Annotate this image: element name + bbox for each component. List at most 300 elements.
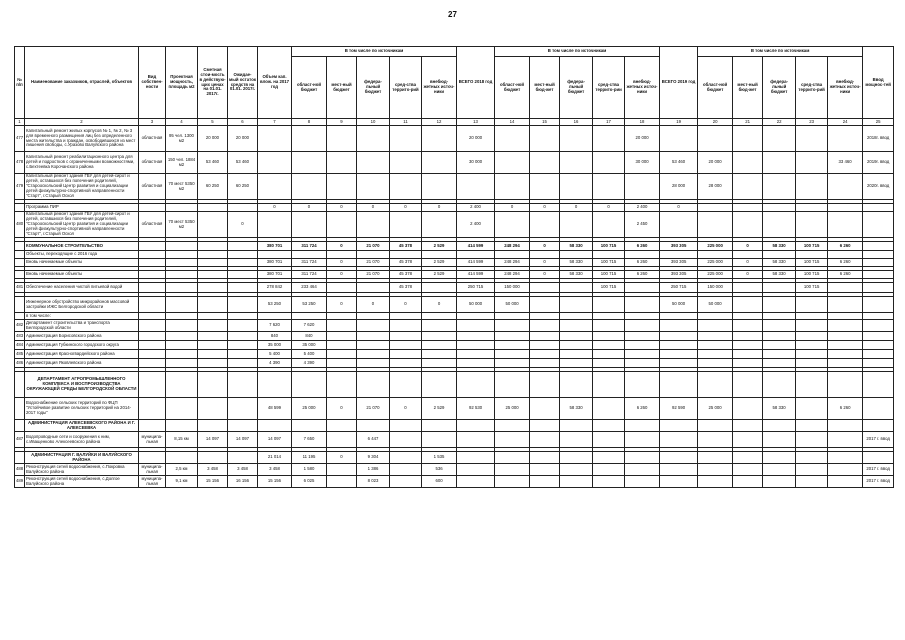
column-number: 2 [25,119,139,126]
commission-cell [863,320,894,332]
amount-cell [327,313,357,320]
table-row [15,320,894,332]
amount-cell [198,420,228,432]
amount-cell [560,432,593,448]
commission-cell: 2017 г. ввод [863,464,894,476]
amount-cell [763,432,796,448]
amount-cell [457,476,495,488]
amount-cell [828,283,863,293]
amount-cell [560,476,593,488]
amount-cell [457,251,495,259]
amount-cell [796,464,828,476]
amount-cell [560,464,593,476]
amount-cell [228,420,258,432]
object-name: Администрация Красногвардейского района [25,350,139,359]
amount-cell: 0 [530,204,560,212]
object-name: Вновь начинаемые объекты [25,259,139,267]
amount-cell [357,332,390,341]
table-row [15,251,894,259]
column-number: 24 [828,119,863,126]
amount-cell: 14 097 [198,432,228,448]
amount-cell: 0 [327,297,357,313]
amount-cell: 250 715 [457,283,495,293]
amount-cell [292,251,327,259]
amount-cell: 5 400 [292,350,327,359]
amount-cell [390,432,422,448]
row-number [15,271,25,279]
amount-cell [593,359,625,368]
header-remaining: Ожидае-мый остаток средств на 01.01. 2017г. [228,47,258,119]
amount-cell: 0 [327,398,357,420]
amount-cell [660,251,698,259]
header-federal-2017: федера-льный бюджет [357,57,390,119]
object-name: Инженерное обустройство микрорайонов массовой застройки ИЖС Белгородской области [25,297,139,313]
amount-cell [660,432,698,448]
amount-cell [625,420,660,432]
amount-cell [228,313,258,320]
amount-cell [390,476,422,488]
table-body [15,126,894,488]
amount-cell: 45 378 [390,271,422,279]
amount-cell: 53 460 [228,152,258,174]
header-sources-2018: В том числе по источникам [495,47,660,57]
table-row [15,204,894,212]
ownership-cell [139,332,166,341]
commission-cell [863,452,894,464]
amount-cell: 7 620 [292,320,327,332]
amount-cell [530,372,560,398]
amount-cell [422,359,457,368]
amount-cell [327,432,357,448]
capacity-cell [166,251,198,259]
capacity-cell [166,452,198,464]
amount-cell [258,174,292,200]
amount-cell [390,212,422,238]
amount-cell [422,432,457,448]
table-row [15,452,894,464]
row-number [15,259,25,267]
commission-cell [863,271,894,279]
commission-cell [863,313,894,320]
amount-cell [560,372,593,398]
column-number: 9 [327,119,357,126]
ownership-cell: муниципа-льная [139,464,166,476]
object-name: Капитальный ремонт реабилитационного центра для детей и подростков с ограниченными возможностями, с.Бехтеевка Корочанского района [25,152,139,174]
object-name: Реконструкция сетей водоснабжения, с.Долгое Валуйского района [25,476,139,488]
row-number [15,372,25,398]
amount-cell: 0 [258,204,292,212]
header-regional-2018: област-ной бюджет [495,57,530,119]
amount-cell [660,359,698,368]
amount-cell: 0 [327,242,357,251]
amount-cell [593,174,625,200]
amount-cell: 60 250 [198,174,228,200]
ownership-cell [139,297,166,313]
commission-cell [863,372,894,398]
amount-cell: 45 378 [390,259,422,267]
amount-cell [625,452,660,464]
amount-cell [198,332,228,341]
amount-cell [625,432,660,448]
amount-cell: 2 529 [422,242,457,251]
amount-cell [660,420,698,432]
amount-cell [390,320,422,332]
amount-cell [796,313,828,320]
amount-cell [763,332,796,341]
commission-cell [863,283,894,293]
amount-cell [390,152,422,174]
amount-cell: 6 260 [625,259,660,267]
amount-cell [763,341,796,350]
amount-cell [625,297,660,313]
amount-cell: 840 [292,332,327,341]
amount-cell: 4 390 [292,359,327,368]
amount-cell [292,313,327,320]
amount-cell [625,251,660,259]
amount-cell [593,452,625,464]
amount-cell [422,174,457,200]
amount-cell [796,476,828,488]
amount-cell [560,341,593,350]
amount-cell: 6 260 [828,242,863,251]
row-number: 483 [15,332,25,341]
amount-cell [828,251,863,259]
amount-cell [495,359,530,368]
amount-cell: 380 701 [258,259,292,267]
table-row [15,297,894,313]
object-name: Реконструкция сетей водоснабжения, с.Покровка Валуйского района [25,464,139,476]
table-row [15,420,894,432]
amount-cell: 45 378 [390,242,422,251]
amount-cell [495,126,530,152]
amount-cell [733,476,763,488]
amount-cell [258,372,292,398]
amount-cell [796,212,828,238]
capacity-cell: 70 мест 5350 м2 [166,212,198,238]
amount-cell [198,242,228,251]
amount-cell [258,251,292,259]
row-number [15,398,25,420]
amount-cell [625,332,660,341]
amount-cell [422,420,457,432]
amount-cell [292,212,327,238]
amount-cell [660,341,698,350]
amount-cell: 5 400 [258,350,292,359]
row-number: 484 [15,341,25,350]
capacity-cell: 95 чел. 1300 м2 [166,126,198,152]
header-territory-2017: сред-ства террито-рий [390,57,422,119]
amount-cell [625,313,660,320]
amount-cell [593,313,625,320]
table-row [15,283,894,293]
column-number: 23 [796,119,828,126]
amount-cell [733,464,763,476]
amount-cell [560,452,593,464]
amount-cell [560,174,593,200]
amount-cell: 248 294 [495,271,530,279]
capacity-cell [166,372,198,398]
amount-cell: 50 000 [457,297,495,313]
amount-cell [390,251,422,259]
ownership-cell [139,398,166,420]
amount-cell [390,313,422,320]
amount-cell [198,283,228,293]
amount-cell [198,359,228,368]
amount-cell [560,251,593,259]
amount-cell [828,464,863,476]
amount-cell: 0 [560,204,593,212]
amount-cell [593,372,625,398]
amount-cell: 92 590 [660,398,698,420]
amount-cell: 600 [422,476,457,488]
amount-cell [422,332,457,341]
column-number: 7 [258,119,292,126]
amount-cell: 1 386 [357,464,390,476]
capacity-cell: 150 чел. 1884 м2 [166,152,198,174]
amount-cell: 58 330 [763,242,796,251]
row-number: 478 [15,152,25,174]
amount-cell [457,341,495,350]
amount-cell: 58 330 [560,259,593,267]
object-name: в том числе: [25,313,139,320]
object-name: Обеспечение населения чистой питьевой водой [25,283,139,293]
amount-cell [327,251,357,259]
amount-cell [457,372,495,398]
header-estimate: Сметная стои-мость в действую-щих ценах на 01.01. 2017г. [198,47,228,119]
header-capacity: Проектная мощность, площадь м2 [166,47,198,119]
amount-cell [593,212,625,238]
amount-cell [457,452,495,464]
amount-cell [327,464,357,476]
amount-cell: 7 650 [292,432,327,448]
capacity-cell [166,341,198,350]
column-number: 14 [495,119,530,126]
row-number [15,313,25,320]
amount-cell [733,398,763,420]
object-name: Администрация Яковлевского района [25,359,139,368]
amount-cell: 6 260 [625,242,660,251]
amount-cell: 6 260 [828,271,863,279]
amount-cell [357,350,390,359]
amount-cell [530,476,560,488]
header-volume-2017: Объем кап. влож. на 2017 год [258,47,292,119]
amount-cell [698,313,733,320]
amount-cell [228,332,258,341]
amount-cell: 393 305 [660,259,698,267]
amount-cell [796,320,828,332]
column-number: 8 [292,119,327,126]
amount-cell: 248 294 [495,242,530,251]
table-row [15,259,894,267]
ownership-cell [139,313,166,320]
commission-cell [863,420,894,432]
amount-cell: 0 [390,398,422,420]
amount-cell: 58 330 [560,242,593,251]
amount-cell: 414 599 [457,242,495,251]
amount-cell [390,420,422,432]
amount-cell: 15 156 [258,476,292,488]
amount-cell [593,476,625,488]
row-number: 481 [15,283,25,293]
amount-cell: 3 458 [228,464,258,476]
object-name: Администрация Губкинского городского округа [25,341,139,350]
capacity-cell [166,297,198,313]
amount-cell [228,359,258,368]
amount-cell [763,452,796,464]
ownership-cell [139,204,166,212]
amount-cell [796,359,828,368]
amount-cell [530,297,560,313]
amount-cell: 58 330 [560,271,593,279]
amount-cell [228,297,258,313]
amount-cell [698,341,733,350]
amount-cell: 53 250 [258,297,292,313]
amount-cell [593,251,625,259]
amount-cell [422,283,457,293]
amount-cell [698,359,733,368]
capacity-cell [166,271,198,279]
amount-cell: 1 535 [422,452,457,464]
amount-cell: 2 529 [422,398,457,420]
header-federal-2019: федера-льный бюджет [763,57,796,119]
amount-cell: 0 [357,204,390,212]
amount-cell [457,313,495,320]
capacity-cell [166,259,198,267]
table-row [15,212,894,238]
amount-cell [660,372,698,398]
amount-cell [357,313,390,320]
commission-cell [863,359,894,368]
column-number: 20 [698,119,733,126]
amount-cell: 100 715 [593,283,625,293]
amount-cell [327,320,357,332]
header-no: № п/п [15,47,25,119]
amount-cell: 6 260 [625,271,660,279]
amount-cell: 25 000 [698,398,733,420]
amount-cell [660,464,698,476]
amount-cell: 20 000 [228,126,258,152]
amount-cell: 3 458 [198,464,228,476]
amount-cell: 0 [357,297,390,313]
amount-cell [495,350,530,359]
amount-cell: 14 097 [228,432,258,448]
amount-cell: 25 000 [495,398,530,420]
amount-cell [560,332,593,341]
amount-cell: 33 460 [828,152,863,174]
table-row [15,271,894,279]
ownership-cell [139,359,166,368]
amount-cell [457,464,495,476]
header-territory-2019: сред-ства террито-рий [796,57,828,119]
amount-cell [292,420,327,432]
amount-cell [198,212,228,238]
amount-cell [357,283,390,293]
amount-cell [228,259,258,267]
amount-cell [530,126,560,152]
amount-cell: 840 [258,332,292,341]
commission-cell [863,297,894,313]
amount-cell: 380 701 [258,271,292,279]
ownership-cell: областная [139,174,166,200]
object-name: АДМИНИСТРАЦИЯ АЛЕКСЕЕВСКОГО РАЙОНА И Г. АЛЕКСЕЕВКА [25,420,139,432]
amount-cell [457,320,495,332]
amount-cell [228,251,258,259]
row-number [15,420,25,432]
object-name: Капитальный ремонт здания ГБУ для детей-сирот и детей, оставшихся без попечения родителей, "Старооскольский Центр развития и социализации детей физкультурно-спортивной направленности "Старт", г.Старый Оскол [25,212,139,238]
amount-cell [390,372,422,398]
amount-cell [625,372,660,398]
commission-cell [863,398,894,420]
amount-cell [422,152,457,174]
amount-cell [828,420,863,432]
amount-cell: 0 [733,271,763,279]
amount-cell [698,372,733,398]
amount-cell [292,152,327,174]
amount-cell [796,297,828,313]
column-number-row [15,119,894,126]
capacity-cell: 2,5 км [166,464,198,476]
amount-cell: 60 250 [228,174,258,200]
amount-cell: 30 000 [625,152,660,174]
amount-cell [698,251,733,259]
amount-cell: 9 304 [357,452,390,464]
amount-cell [422,313,457,320]
amount-cell: 2 400 [457,212,495,238]
amount-cell: 6 447 [357,432,390,448]
ownership-cell [139,350,166,359]
amount-cell: 58 330 [763,271,796,279]
amount-cell [258,212,292,238]
amount-cell [530,432,560,448]
amount-cell: 0 [422,297,457,313]
capacity-cell: 9,1 км [166,476,198,488]
amount-cell [198,259,228,267]
amount-cell [530,464,560,476]
object-name: КОММУНАЛЬНОЕ СТРОИТЕЛЬСТВО [25,242,139,251]
amount-cell [625,350,660,359]
object-name: Водоснабжение сельских территорий по ФЦП "Устойчивое развитие сельских территорий на 2014-2017 годы" [25,398,139,420]
object-name: Капитальный ремонт жилых корпусов № 1, № 2, № 3 для временного размещения лиц без определенного места жительства и граждан, освободившихся из мест лишения свободы, с.Уразово Валуйского района [25,126,139,152]
table-row [15,432,894,448]
amount-cell: 25 000 [292,398,327,420]
amount-cell [258,313,292,320]
amount-cell [495,476,530,488]
ownership-cell: областная [139,126,166,152]
amount-cell [530,212,560,238]
amount-cell [733,420,763,432]
amount-cell: 233 464 [292,283,327,293]
amount-cell [828,174,863,200]
amount-cell [530,283,560,293]
amount-cell [763,204,796,212]
amount-cell [698,452,733,464]
amount-cell [457,359,495,368]
header-sources-2019: В том числе по источникам [698,47,863,57]
commission-cell [863,341,894,350]
column-number: 16 [560,119,593,126]
amount-cell [530,174,560,200]
header-local-2019: мест-ный бюд-жет [733,57,763,119]
amount-cell [733,350,763,359]
amount-cell [733,251,763,259]
amount-cell: 0 [327,452,357,464]
amount-cell [560,313,593,320]
row-number: 480 [15,212,25,238]
amount-cell [828,341,863,350]
amount-cell [828,320,863,332]
amount-cell: 414 599 [457,271,495,279]
row-number [15,204,25,212]
